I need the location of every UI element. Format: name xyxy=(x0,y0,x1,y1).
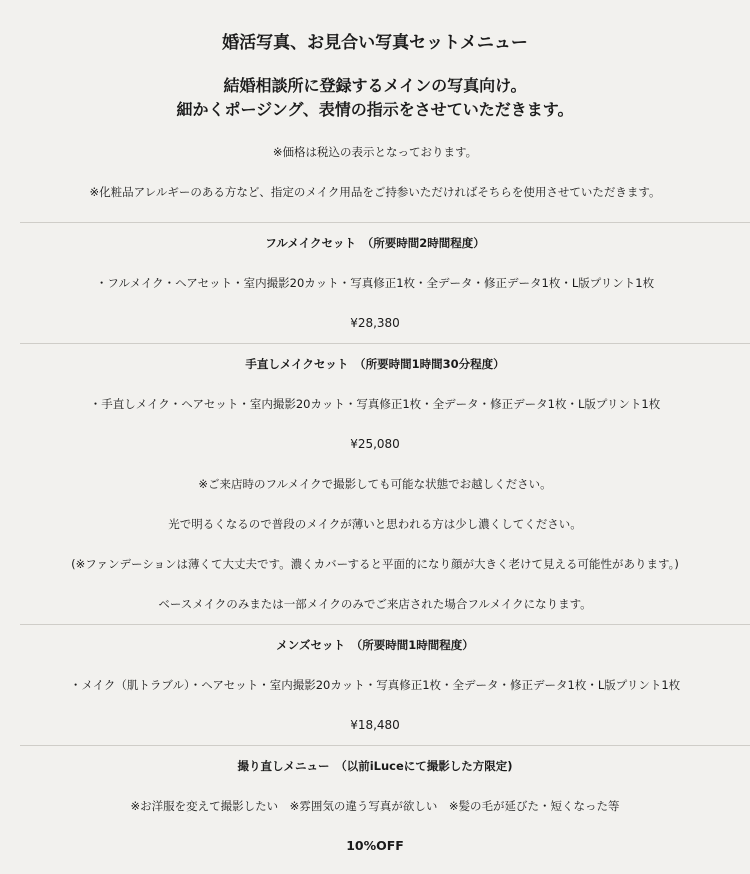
allergy-note: ※化粧品アレルギーのある方など、指定のメイク用品をご持参いただければそちらを使用させていただきます。 xyxy=(89,185,661,199)
touch-up-note-3: (※ファンデーションは薄くて大丈夫です。濃くカバーすると平面的になり顔が大きく老けて見える可能性があります。) xyxy=(71,557,679,571)
page-title: 婚活写真、お見合い写真セットメニュー xyxy=(222,33,528,53)
section-divider xyxy=(20,222,750,223)
retake-menu-contents: ※お洋服を変えて撮影したい ※雰囲気の違う写真が欲しい ※髪の毛が延びた・短くなった等 xyxy=(130,799,620,813)
full-makeup-set-contents: ・フルメイク・ヘアセット・室内撮影20カット・写真修正1枚・全データ・修正データ1枚・L版プリント1枚 xyxy=(95,276,655,290)
mens-set-title: メンズセット （所要時間1時間程度） xyxy=(276,638,474,652)
retake-menu-title: 撮り直しメニュー （以前iLuceにて撮影した方限定) xyxy=(237,759,513,773)
full-makeup-set-price: ¥28,380 xyxy=(350,316,400,330)
full-makeup-set-title: フルメイクセット （所要時間2時間程度） xyxy=(265,236,485,250)
mens-set-contents: ・メイク（肌トラブル）・ヘアセット・室内撮影20カット・写真修正1枚・全データ・修正データ1枚・L版プリント1枚 xyxy=(69,678,681,692)
page-subtitle-line-1: 結婚相談所に登録するメインの写真向け。 xyxy=(223,76,527,95)
retake-menu-discount: 10%OFF xyxy=(346,838,404,853)
mens-set-price: ¥18,480 xyxy=(350,718,400,732)
page-subtitle-line-2: 細かくポージング、表情の指示をさせていただきます。 xyxy=(176,100,574,119)
touch-up-note-4: ベースメイクのみまたは一部メイクのみでご来店された場合フルメイクになります。 xyxy=(158,597,592,611)
touch-up-makeup-set-contents: ・手直しメイク・ヘアセット・室内撮影20カット・写真修正1枚・全データ・修正データ1枚・L版プリント1枚 xyxy=(89,397,661,411)
touch-up-makeup-set-price: ¥25,080 xyxy=(350,437,400,451)
touch-up-note-1: ※ご来店時のフルメイクで撮影しても可能な状態でお越しください。 xyxy=(198,477,552,491)
section-divider xyxy=(20,745,750,746)
touch-up-makeup-set-title: 手直しメイクセット （所要時間1時間30分程度） xyxy=(245,357,505,371)
section-divider xyxy=(20,343,750,344)
tax-note: ※価格は税込の表示となっております。 xyxy=(272,145,478,159)
section-divider xyxy=(20,624,750,625)
touch-up-note-2: 光で明るくなるので普段のメイクが薄いと思われる方は少し濃くしてください。 xyxy=(168,517,582,531)
